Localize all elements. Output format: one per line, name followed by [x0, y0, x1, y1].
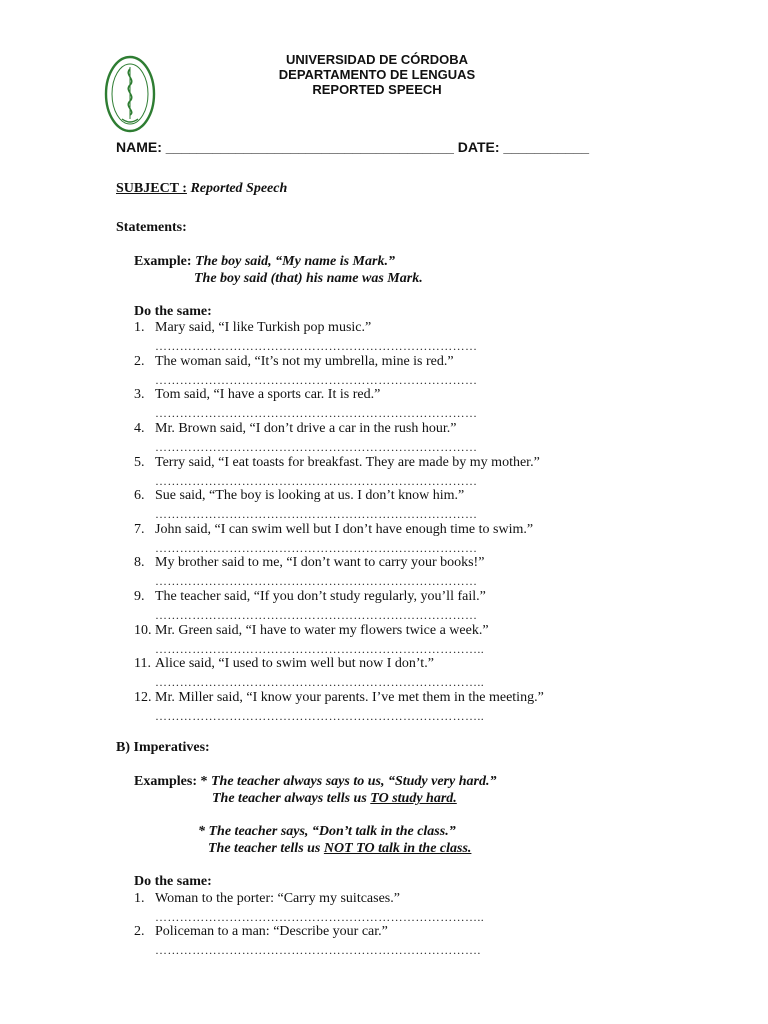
- item-text: The teacher said, “If you don’t study regularly, you’ll fail.”: [155, 589, 486, 604]
- item-text: Policeman to a man: “Describe your car.”: [155, 924, 388, 939]
- name-label: NAME:: [116, 139, 162, 155]
- list-item: [134, 555, 484, 571]
- item-number: 6.: [134, 488, 145, 503]
- imperatives-example-2b: [208, 841, 471, 857]
- item-number: 7.: [134, 522, 145, 537]
- item-number: 11.: [134, 656, 151, 671]
- example-reported-emphasis: NOT TO talk in the class.: [323, 841, 472, 856]
- name-date-row: [116, 139, 589, 155]
- list-item: [134, 522, 533, 538]
- example-reported: The teacher tells us: [208, 841, 321, 856]
- answer-line[interactable]: ……………………………………………………………………: [155, 574, 478, 588]
- item-text: Mr. Green said, “I have to water my flowers twice a week.”: [155, 623, 489, 638]
- imperatives-do-same: Do the same:: [134, 874, 212, 889]
- item-number: 4.: [134, 421, 145, 436]
- item-text: My brother said to me, “I don’t want to carry your books!”: [155, 555, 485, 570]
- statements-example-2: The boy said (that) his name was Mark.: [194, 271, 423, 286]
- list-item: [134, 924, 388, 940]
- item-number: 3.: [134, 387, 145, 402]
- answer-line[interactable]: ……………………………………………………………………: [155, 474, 478, 488]
- seal-icon: [104, 55, 156, 133]
- item-number: 2.: [134, 354, 145, 369]
- answer-line[interactable]: ……………………………………………………………………..: [155, 675, 485, 689]
- answer-line[interactable]: ……………………………………………………………………..: [155, 709, 485, 723]
- item-text: Mr. Miller said, “I know your parents. I’ve met them in the meeting.”: [155, 690, 544, 705]
- item-text: Alice said, “I used to swim well but now I don’t.”: [155, 656, 434, 671]
- list-item: [134, 488, 464, 504]
- item-number: 10.: [134, 623, 152, 638]
- item-text: Mary said, “I like Turkish pop music.”: [155, 320, 372, 335]
- item-text: Mr. Brown said, “I don’t drive a car in the rush hour.”: [155, 421, 457, 436]
- header-line-2: DEPARTAMENTO DE LENGUAS: [278, 67, 476, 82]
- header-line-1: UNIVERSIDAD DE CÓRDOBA: [285, 52, 468, 67]
- item-number: 1.: [134, 320, 145, 335]
- example-label: Example:: [134, 254, 192, 269]
- list-item: [134, 354, 454, 370]
- item-number: 9.: [134, 589, 145, 604]
- item-text: Sue said, “The boy is looking at us. I don’t know him.”: [155, 488, 465, 503]
- answer-line[interactable]: ……………………………………………………………………: [155, 373, 478, 387]
- example-reported: The teacher always tells us: [212, 791, 367, 806]
- statements-do-same: Do the same:: [134, 304, 212, 319]
- date-label: DATE:: [457, 139, 500, 155]
- imperatives-example-1a: [134, 774, 496, 790]
- answer-line[interactable]: ……………………………………………………………………..: [155, 910, 485, 924]
- answer-line[interactable]: ……………………………………………………………………: [155, 339, 478, 353]
- example-star: *: [198, 824, 205, 839]
- university-logo: [104, 55, 156, 133]
- imperatives-heading: B) Imperatives:: [116, 740, 210, 755]
- item-text: Terry said, “I eat toasts for breakfast. They are made by my mother.”: [155, 455, 540, 470]
- answer-line[interactable]: ……………………………………………………………………: [155, 406, 478, 420]
- item-number: 8.: [134, 555, 145, 570]
- header-line-3: REPORTED SPEECH: [312, 82, 442, 97]
- example-direct: The teacher says, “Don’t talk in the class.”: [208, 824, 456, 839]
- subject-line: [116, 181, 287, 197]
- statements-heading: Statements:: [116, 220, 187, 235]
- answer-line[interactable]: ……………………………………………………………………: [155, 507, 478, 521]
- item-text: John said, “I can swim well but I don’t have enough time to swim.”: [155, 522, 534, 537]
- answer-line[interactable]: ……………………………………………………………………: [155, 608, 478, 622]
- list-item: [134, 656, 434, 672]
- subject-value: Reported Speech: [190, 181, 288, 196]
- list-item: [134, 387, 380, 403]
- example-direct: The teacher always says to us, “Study very hard.”: [211, 774, 497, 789]
- imperatives-example-2a: [198, 824, 456, 840]
- statements-example-1: [134, 254, 395, 270]
- list-item: [134, 455, 540, 471]
- example-reported-emphasis: TO study hard.: [370, 791, 457, 806]
- list-item: [134, 891, 400, 907]
- list-item: [134, 320, 371, 336]
- subject-label: SUBJECT :: [116, 181, 187, 196]
- list-item: [134, 421, 456, 437]
- date-field[interactable]: ___________: [503, 139, 590, 155]
- name-field[interactable]: _____________________________________: [165, 139, 454, 155]
- imperatives-example-1b: [212, 791, 457, 807]
- item-text: The woman said, “It’s not my umbrella, mine is red.”: [155, 354, 454, 369]
- item-text: Woman to the porter: “Carry my suitcases.”: [155, 891, 400, 906]
- answer-line[interactable]: ……………………………………………………………………..: [155, 642, 485, 656]
- item-text: Tom said, “I have a sports car. It is red.”: [155, 387, 381, 402]
- item-number: 12.: [134, 690, 152, 705]
- list-item: [134, 589, 486, 605]
- item-number: 2.: [134, 924, 145, 939]
- examples-label: Examples: *: [134, 774, 208, 789]
- answer-line[interactable]: ……………………………………………………………………: [155, 440, 478, 454]
- list-item: [134, 690, 544, 706]
- list-item: [134, 623, 489, 639]
- item-number: 1.: [134, 891, 145, 906]
- example-direct: The boy said, “My name is Mark.”: [195, 254, 395, 269]
- answer-line[interactable]: …………………………………………………………………….: [155, 943, 481, 957]
- item-number: 5.: [134, 455, 145, 470]
- answer-line[interactable]: ……………………………………………………………………: [155, 541, 478, 555]
